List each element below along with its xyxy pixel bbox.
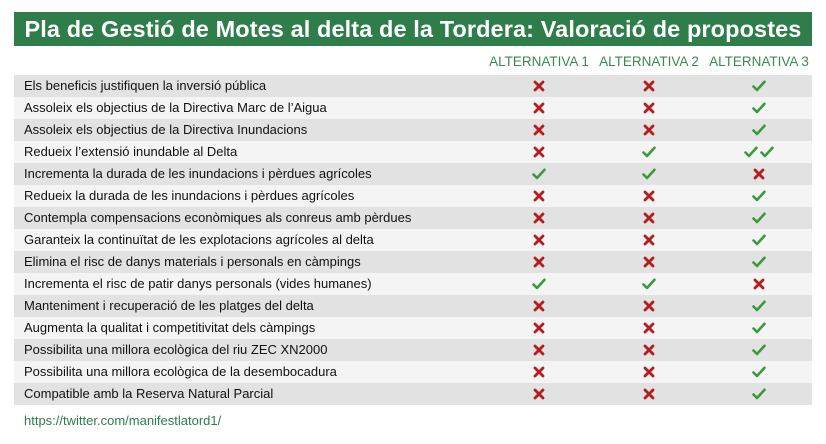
cell-alternativa-2 bbox=[594, 207, 704, 229]
row-label: Redueix la durada de les inundacions i pèrdues agrícoles bbox=[24, 188, 355, 203]
cross-icon bbox=[643, 300, 655, 312]
check-icon bbox=[752, 80, 766, 92]
column-header-alternativa-3: ALTERNATIVA 3 bbox=[709, 54, 809, 69]
cross-icon bbox=[643, 102, 655, 114]
table-row bbox=[14, 119, 812, 141]
table-row bbox=[14, 383, 812, 405]
check-icon bbox=[752, 322, 766, 334]
check-icon bbox=[642, 168, 656, 180]
check-icon bbox=[752, 212, 766, 224]
cell-alternativa-2 bbox=[594, 97, 704, 119]
cell-alternativa-2 bbox=[594, 141, 704, 163]
row-label: Garanteix la continuïtat de les explotacions agrícoles al delta bbox=[24, 232, 374, 247]
table-row bbox=[14, 75, 812, 97]
cell-alternativa-3 bbox=[704, 163, 814, 185]
cross-icon bbox=[533, 234, 545, 246]
cell-alternativa-3 bbox=[704, 317, 814, 339]
table-row bbox=[14, 317, 812, 339]
cell-alternativa-2 bbox=[594, 383, 704, 405]
cross-icon bbox=[643, 234, 655, 246]
cell-alternativa-3 bbox=[704, 141, 814, 163]
check-icon bbox=[642, 146, 656, 158]
cell-alternativa-1 bbox=[484, 317, 594, 339]
cell-alternativa-3 bbox=[704, 97, 814, 119]
row-label: Elimina el risc de danys materials i personals en càmpings bbox=[24, 254, 361, 269]
cross-icon bbox=[643, 366, 655, 378]
cell-alternativa-1 bbox=[484, 207, 594, 229]
column-header-alternativa-1: ALTERNATIVA 1 bbox=[489, 54, 589, 69]
cell-alternativa-1 bbox=[484, 383, 594, 405]
page-title: Pla de Gestió de Motes al delta de la Tordera: Valoració de propostes bbox=[24, 15, 802, 42]
cell-alternativa-1 bbox=[484, 75, 594, 97]
cross-icon bbox=[533, 80, 545, 92]
cross-icon bbox=[643, 124, 655, 136]
table-row bbox=[14, 339, 812, 361]
row-label: Els beneficis justifiquen la inversió pública bbox=[24, 78, 267, 93]
cross-icon bbox=[533, 124, 545, 136]
cell-alternativa-2 bbox=[594, 361, 704, 383]
cell-alternativa-1 bbox=[484, 185, 594, 207]
comparison-table bbox=[14, 75, 812, 405]
row-label: Manteniment i recuperació de les platges del delta bbox=[24, 298, 314, 313]
check-icon bbox=[752, 300, 766, 312]
cell-alternativa-3 bbox=[704, 75, 814, 97]
check-icon bbox=[760, 146, 774, 158]
cell-alternativa-2 bbox=[594, 75, 704, 97]
table-row bbox=[14, 251, 812, 273]
cross-icon bbox=[533, 256, 545, 268]
row-label: Incrementa el risc de patir danys personals (vides humanes) bbox=[24, 276, 372, 291]
cell-alternativa-2 bbox=[594, 119, 704, 141]
cross-icon bbox=[533, 366, 545, 378]
row-label: Incrementa la durada de les inundacions i pèrdues agrícoles bbox=[24, 166, 372, 181]
cross-icon bbox=[643, 212, 655, 224]
row-label: Possibilita una millora ecològica de la desembocadura bbox=[24, 364, 337, 379]
table-row bbox=[14, 141, 812, 163]
row-label: Possibilita una millora ecològica del riu ZEC XN2000 bbox=[24, 342, 328, 357]
cell-alternativa-2 bbox=[594, 339, 704, 361]
cell-alternativa-1 bbox=[484, 141, 594, 163]
cell-alternativa-1 bbox=[484, 163, 594, 185]
table-row bbox=[14, 273, 812, 295]
cell-alternativa-2 bbox=[594, 229, 704, 251]
cell-alternativa-1 bbox=[484, 119, 594, 141]
table-row bbox=[14, 97, 812, 119]
check-icon bbox=[642, 278, 656, 290]
cell-alternativa-3 bbox=[704, 361, 814, 383]
table-row bbox=[14, 361, 812, 383]
cell-alternativa-1 bbox=[484, 251, 594, 273]
table-row bbox=[14, 295, 812, 317]
cross-icon bbox=[533, 300, 545, 312]
title-banner bbox=[14, 12, 812, 46]
cross-icon bbox=[533, 344, 545, 356]
row-label: Redueix l’extensió inundable al Delta bbox=[24, 144, 238, 159]
cross-icon bbox=[753, 168, 765, 180]
cell-alternativa-2 bbox=[594, 163, 704, 185]
source-link[interactable]: https://twitter.com/manifestlatord1/ bbox=[24, 413, 222, 428]
cross-icon bbox=[533, 212, 545, 224]
column-header-alternativa-2: ALTERNATIVA 2 bbox=[599, 54, 699, 69]
cell-alternativa-1 bbox=[484, 97, 594, 119]
cell-alternativa-1 bbox=[484, 339, 594, 361]
check-icon bbox=[752, 234, 766, 246]
check-icon bbox=[532, 278, 546, 290]
table-row bbox=[14, 207, 812, 229]
check-icon bbox=[752, 256, 766, 268]
check-icon bbox=[752, 366, 766, 378]
row-label: Compatible amb la Reserva Natural Parcial bbox=[24, 386, 274, 401]
row-label: Contempla compensacions econòmiques als conreus amb pèrdues bbox=[24, 210, 412, 225]
cross-icon bbox=[533, 146, 545, 158]
cross-icon bbox=[643, 256, 655, 268]
check-icon bbox=[744, 146, 758, 158]
cell-alternativa-2 bbox=[594, 185, 704, 207]
cell-alternativa-1 bbox=[484, 295, 594, 317]
cell-alternativa-3 bbox=[704, 339, 814, 361]
check-icon bbox=[752, 190, 766, 202]
cell-alternativa-1 bbox=[484, 273, 594, 295]
cell-alternativa-3 bbox=[704, 207, 814, 229]
cell-alternativa-1 bbox=[484, 229, 594, 251]
cross-icon bbox=[643, 80, 655, 92]
cross-icon bbox=[643, 344, 655, 356]
check-icon bbox=[752, 102, 766, 114]
cross-icon bbox=[643, 388, 655, 400]
cell-alternativa-3 bbox=[704, 383, 814, 405]
cell-alternativa-3 bbox=[704, 119, 814, 141]
cross-icon bbox=[753, 278, 765, 290]
check-icon bbox=[532, 168, 546, 180]
check-icon bbox=[752, 344, 766, 356]
cell-alternativa-3 bbox=[704, 185, 814, 207]
table-row bbox=[14, 229, 812, 251]
row-label: Assoleix els objectius de la Directiva Inundacions bbox=[24, 122, 308, 137]
cell-alternativa-2 bbox=[594, 317, 704, 339]
cross-icon bbox=[533, 388, 545, 400]
cell-alternativa-2 bbox=[594, 251, 704, 273]
cross-icon bbox=[533, 190, 545, 202]
table-row bbox=[14, 163, 812, 185]
cell-alternativa-3 bbox=[704, 251, 814, 273]
cell-alternativa-2 bbox=[594, 295, 704, 317]
row-label: Augmenta la qualitat i competitivitat dels càmpings bbox=[24, 320, 316, 335]
cell-alternativa-1 bbox=[484, 361, 594, 383]
table-row bbox=[14, 185, 812, 207]
cross-icon bbox=[533, 102, 545, 114]
check-icon bbox=[752, 388, 766, 400]
cross-icon bbox=[643, 190, 655, 202]
cross-icon bbox=[533, 322, 545, 334]
cell-alternativa-3 bbox=[704, 229, 814, 251]
cell-alternativa-3 bbox=[704, 295, 814, 317]
cross-icon bbox=[643, 322, 655, 334]
cell-alternativa-2 bbox=[594, 273, 704, 295]
row-label: Assoleix els objectius de la Directiva Marc de l’Aigua bbox=[24, 100, 327, 115]
cell-alternativa-3 bbox=[704, 273, 814, 295]
check-icon bbox=[752, 124, 766, 136]
